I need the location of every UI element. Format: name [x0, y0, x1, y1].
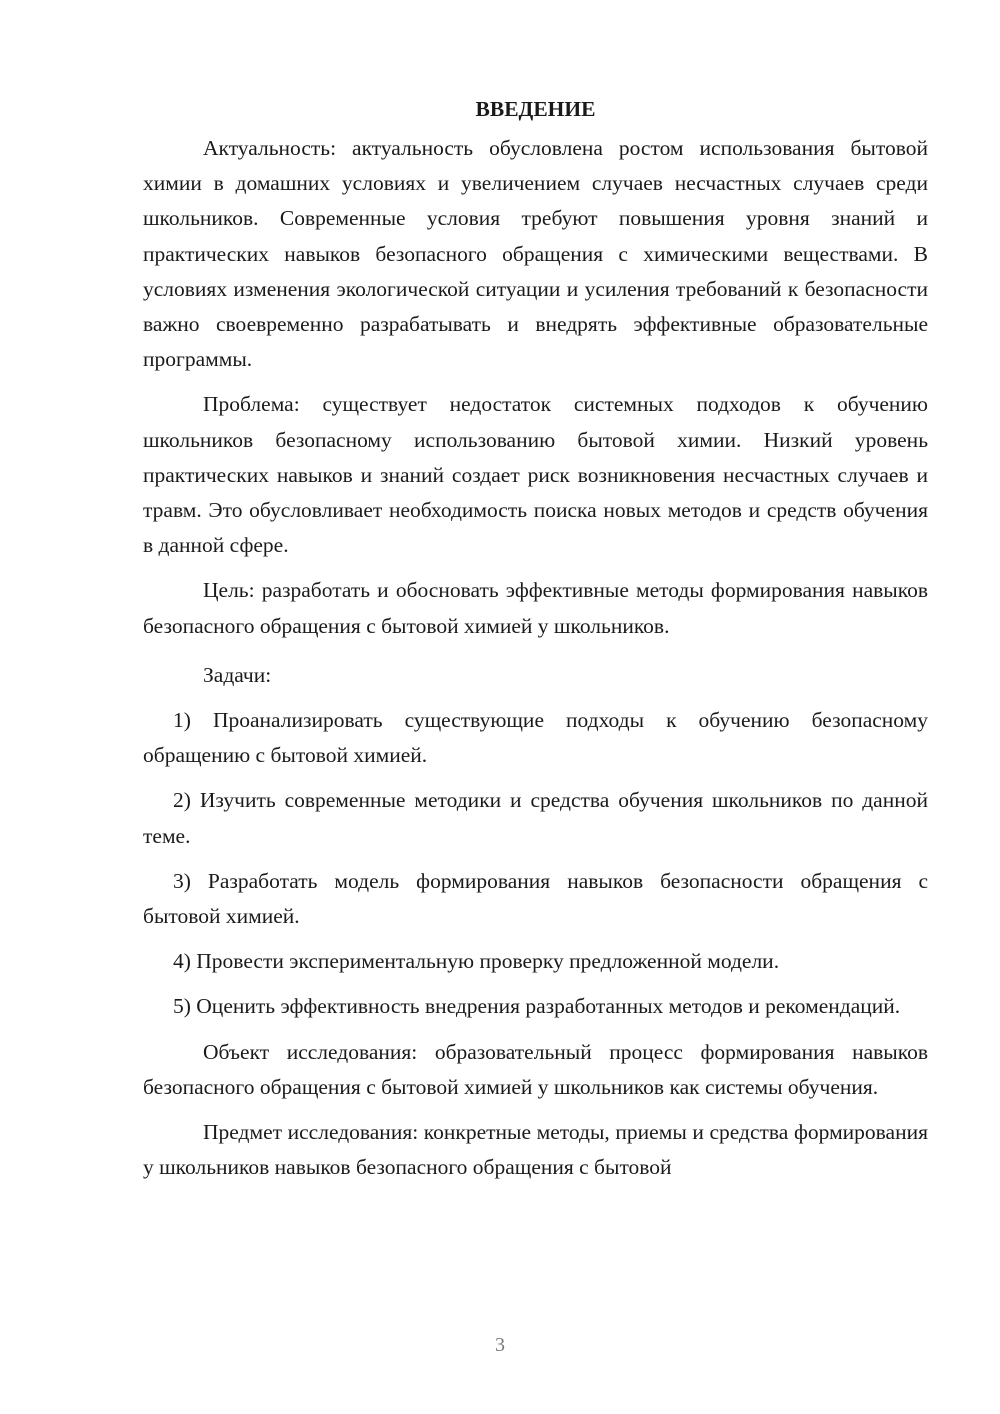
tasks-label: Задачи: [203, 662, 272, 687]
section-title: ВВЕДЕНИЕ [475, 97, 596, 121]
task-item: 5) Оценить эффективность внедрения разработанных методов и рекомендаций. [173, 994, 901, 1019]
paragraph-subject: Предмет исследования: конкретные методы, приемы и средства формирования у школьников навыков безопасного обращения с бытовой [143, 1120, 928, 1180]
paragraph-problem: Проблема: существует недостаток системных подходов к обучению школьников безопасному использованию бытовой химии. Низкий уровень практических навыков и знаний создает риск возникновения несчастных случаев и травм. Это обусловливает необходимость поиска новых методов и средств обучения в данной сфере. [143, 392, 928, 558]
task-item: 3) Разработать модель формирования навыков безопасности обращения с бытовой химией. [143, 868, 928, 929]
paragraph-goal: Цель: разработать и обосновать эффективные методы формирования навыков безопасного обращения с бытовой химией у школьников. [143, 578, 928, 638]
page-number: 3 [495, 1334, 505, 1356]
document-page [143, 92, 928, 1185]
paragraph-object: Объект исследования: образовательный процесс формирования навыков безопасного обращения с бытовой химией у школьников как системы обучения. [143, 1039, 928, 1099]
task-item: 1) Проанализировать существующие подходы к обучению безопасному обращению с бытовой химией. [143, 708, 928, 768]
tasks-list [143, 703, 928, 1025]
task-item: 4) Провести экспериментальную проверку предложенной модели. [173, 949, 780, 974]
task-item: 2) Изучить современные методики и средства обучения школьников по данной теме. [143, 788, 928, 848]
paragraph-relevance: Актуальность: актуальность обусловлена ростом использования бытовой химии в домашних условиях и увеличением случаев несчастных случаев среди школьников. Современные условия требуют повышения уровня знаний и практических навыков безопасного обращения с химическими веществами. В условиях изменения экологической ситуации и усиления требований к безопасности важно своевременно разрабатывать и внедрять эффективные образовательные программы. [143, 136, 928, 372]
